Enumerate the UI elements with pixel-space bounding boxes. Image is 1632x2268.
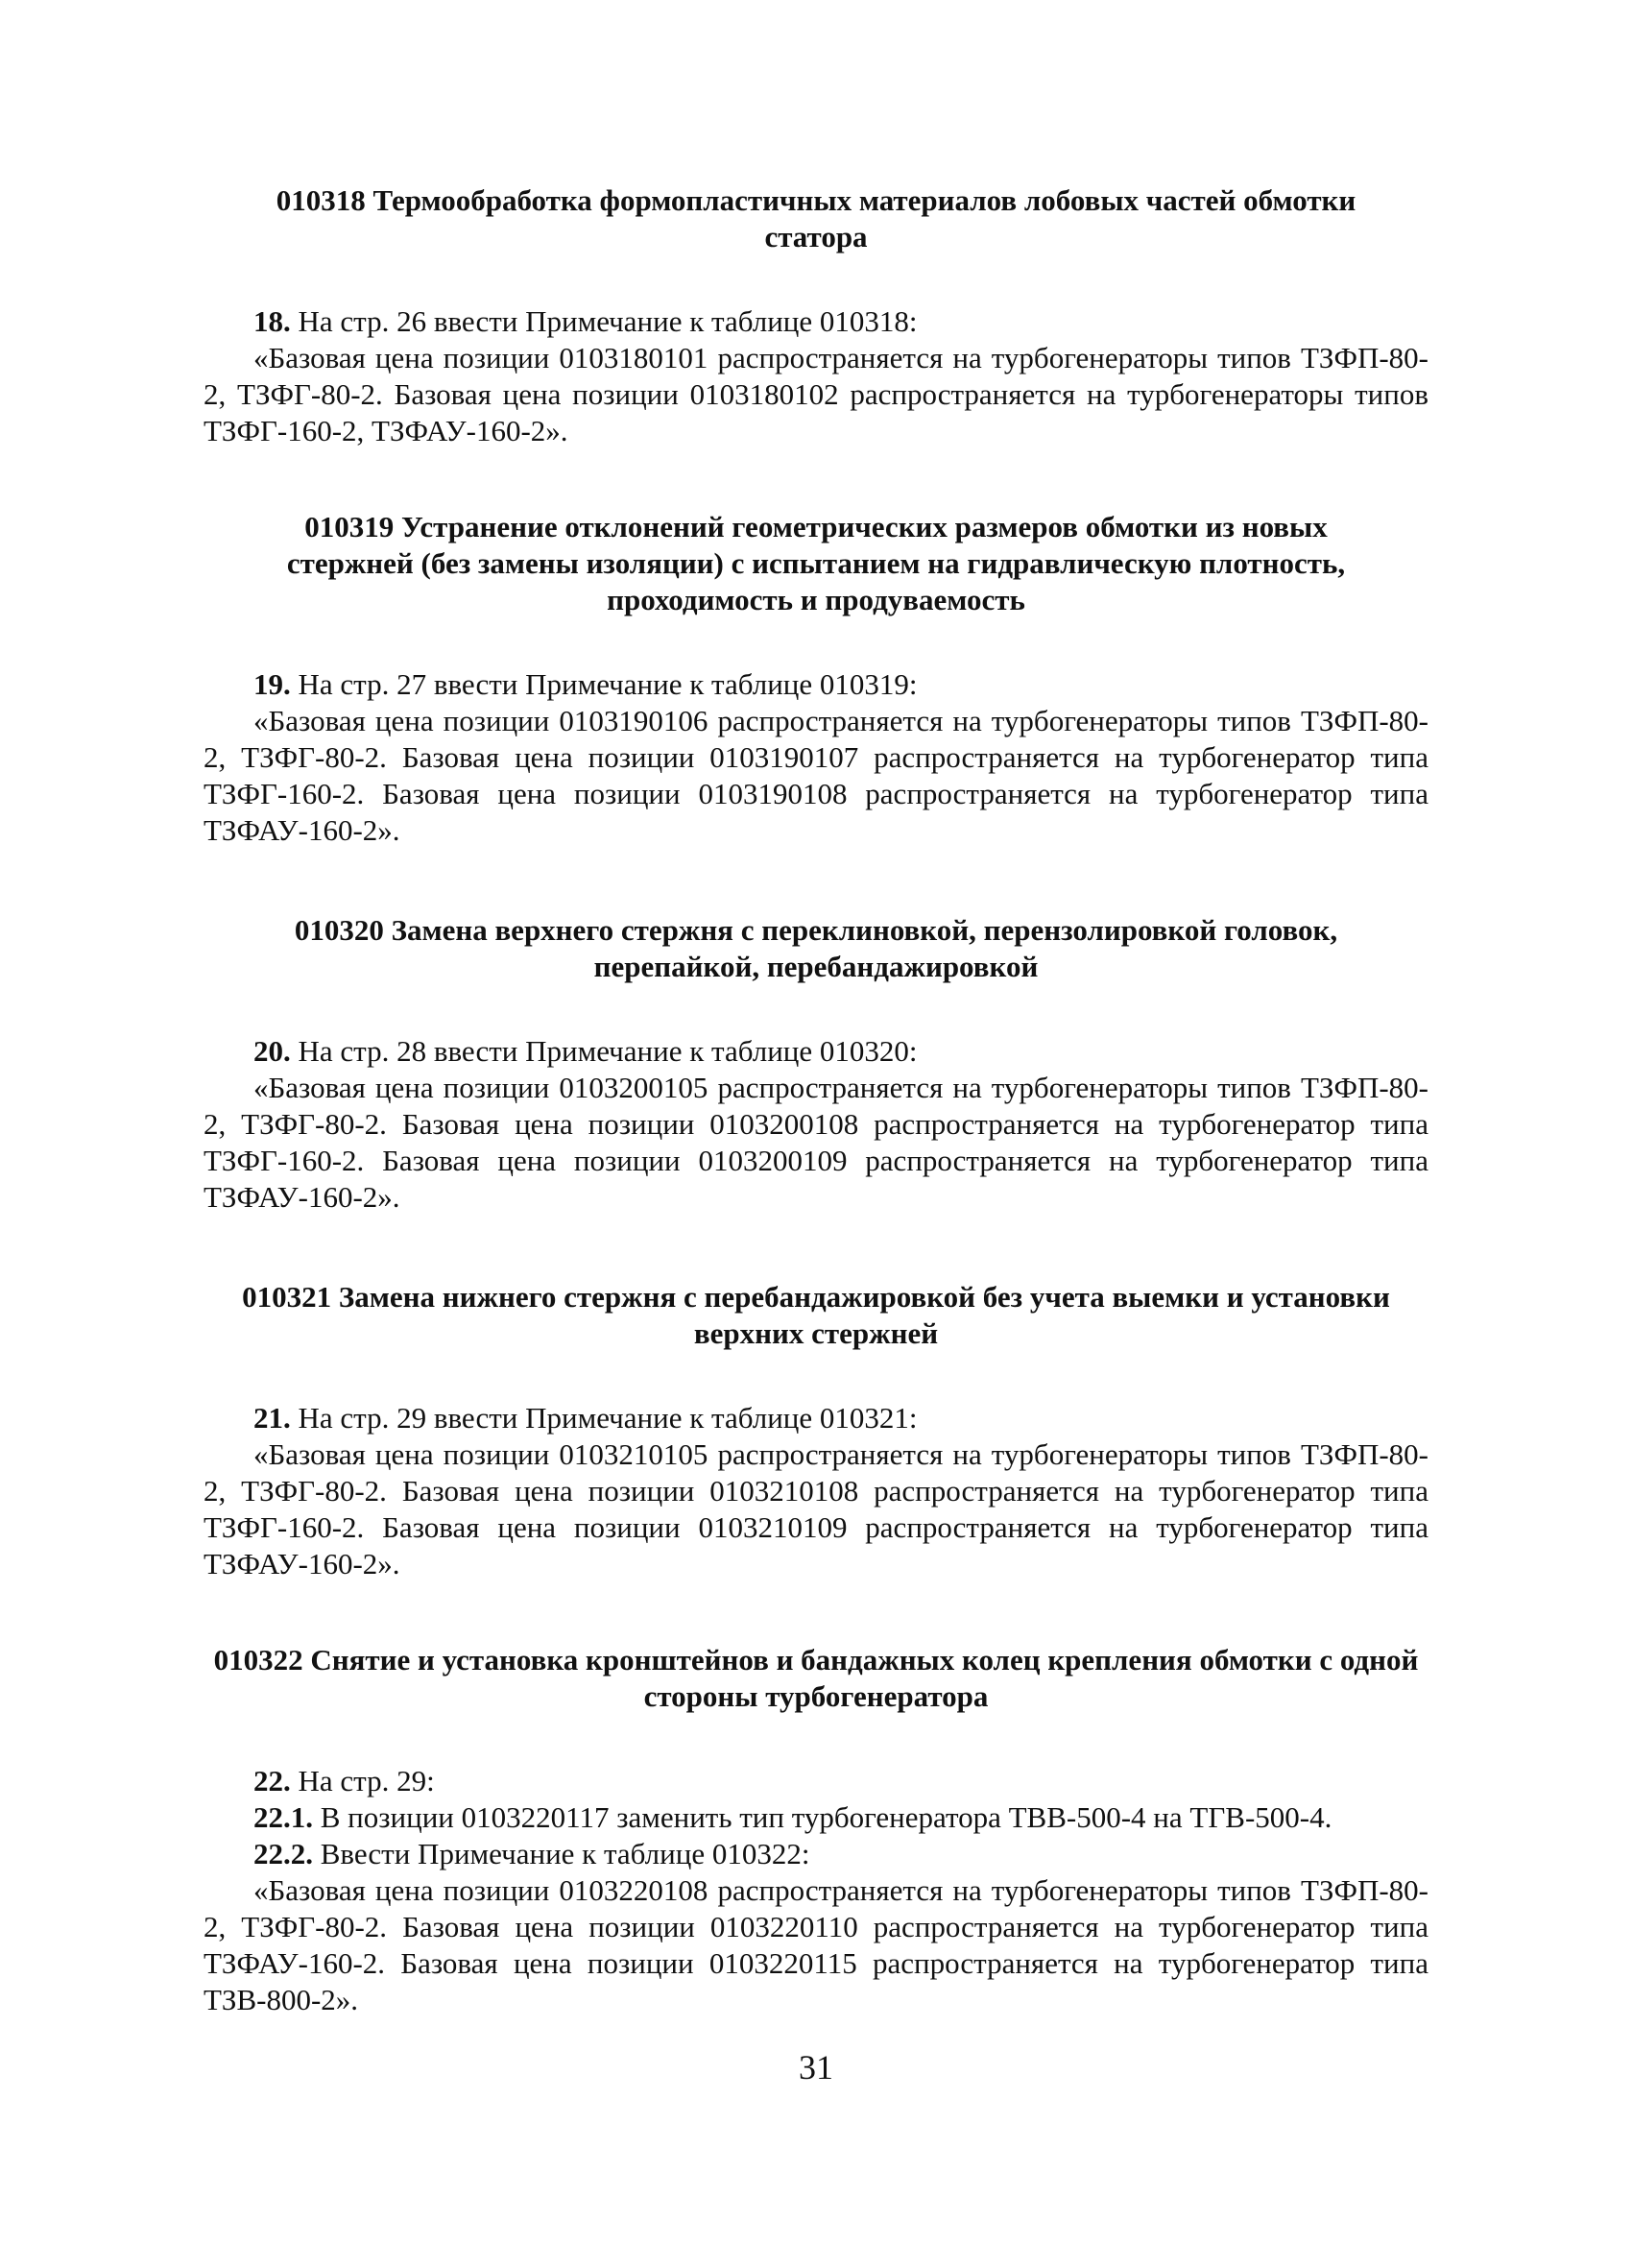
- item-paragraph: [204, 303, 1428, 340]
- subitem-text: Ввести Примечание к таблице 010322:: [313, 1837, 810, 1870]
- subitem-paragraph: [204, 1836, 1428, 1872]
- item-number: 19.: [253, 667, 291, 701]
- note-quote: «Базовая цена позиции 0103210105 распространяется на турбогенераторы типов ТЗФП-80-2, ТЗФГ-80-2. Базовая цена позиции 0103210108 распространяется на турбогенератор типа ТЗФГ-160-2. Базовая цена позиции 0103210109 распространяется на турбогенератор типа ТЗФАУ-160-2».: [204, 1437, 1428, 1580]
- subitem-text: В позиции 0103220117 заменить тип турбогенератора ТВВ-500-4 на ТГВ-500-4.: [313, 1800, 1332, 1834]
- note-quote: «Базовая цена позиции 0103200105 распространяется на турбогенераторы типов ТЗФП-80-2, ТЗФГ-80-2. Базовая цена позиции 0103200108 распространяется на турбогенератор типа ТЗФГ-160-2. Базовая цена позиции 0103200109 распространяется на турбогенератор типа ТЗФАУ-160-2».: [204, 1071, 1428, 1214]
- section-010318: [204, 182, 1428, 449]
- item-paragraph: [204, 666, 1428, 703]
- section-010321: [204, 1279, 1428, 1582]
- section-heading: 010322 Снятие и установка кронштейнов и бандажных колец крепления обмотки с одной стороны турбогенератора: [213, 1643, 1419, 1713]
- subitem-paragraph: [204, 1799, 1428, 1836]
- section-010322: [204, 1642, 1428, 2018]
- page-number: 31: [799, 2048, 833, 2087]
- section-heading: 010320 Замена верхнего стержня с переклиновкой, перензолировкой головок, перепайкой, перебандажировкой: [294, 913, 1338, 983]
- subitem-number: 22.2.: [253, 1837, 313, 1870]
- item-number: 20.: [253, 1034, 291, 1068]
- section-heading: 010319 Устранение отклонений геометрических размеров обмотки из новых стержней (без замены изоляции) с испытанием на гидравлическую плотность, проходимость и продуваемость: [286, 510, 1346, 616]
- item-paragraph: [204, 1033, 1428, 1070]
- note-quote: «Базовая цена позиции 0103190106 распространяется на турбогенераторы типов ТЗФП-80-2, ТЗФГ-80-2. Базовая цена позиции 0103190107 распространяется на турбогенератор типа ТЗФГ-160-2. Базовая цена позиции 0103190108 распространяется на турбогенератор типа ТЗФАУ-160-2».: [204, 704, 1428, 847]
- section-heading: 010318 Термообработка формопластичных материалов лобовых частей обмотки статора: [276, 183, 1356, 253]
- subitem-number: 22.1.: [253, 1800, 313, 1834]
- section-010320: [204, 912, 1428, 1216]
- item-number: 22.: [253, 1764, 291, 1798]
- note-quote: «Базовая цена позиции 0103220108 распространяется на турбогенераторы типов ТЗФП-80-2, ТЗФГ-80-2. Базовая цена позиции 0103220110 распространяется на турбогенератор типа ТЗФАУ-160-2. Базовая цена позиции 0103220115 распространяется на турбогенератор типа ТЗВ-800-2».: [204, 1873, 1428, 2016]
- section-010319: [204, 509, 1428, 849]
- item-text: На стр. 29:: [290, 1764, 435, 1798]
- item-text: На стр. 26 ввести Примечание к таблице 010318:: [290, 304, 918, 338]
- item-paragraph: [204, 1400, 1428, 1436]
- item-text: На стр. 28 ввести Примечание к таблице 010320:: [290, 1034, 918, 1068]
- item-number: 21.: [253, 1401, 291, 1435]
- item-number: 18.: [253, 304, 291, 338]
- item-text: На стр. 27 ввести Примечание к таблице 010319:: [290, 667, 918, 701]
- note-quote: «Базовая цена позиции 0103180101 распространяется на турбогенераторы типов ТЗФП-80-2, ТЗФГ-80-2. Базовая цена позиции 0103180102 распространяется на турбогенераторы типов ТЗФГ-160-2, ТЗФАУ-160-2».: [204, 341, 1428, 447]
- item-text: На стр. 29 ввести Примечание к таблице 010321:: [290, 1401, 918, 1435]
- item-paragraph: [204, 1763, 1428, 1799]
- section-heading: 010321 Замена нижнего стержня с перебандажировкой без учета выемки и установки верхних стержней: [242, 1280, 1390, 1350]
